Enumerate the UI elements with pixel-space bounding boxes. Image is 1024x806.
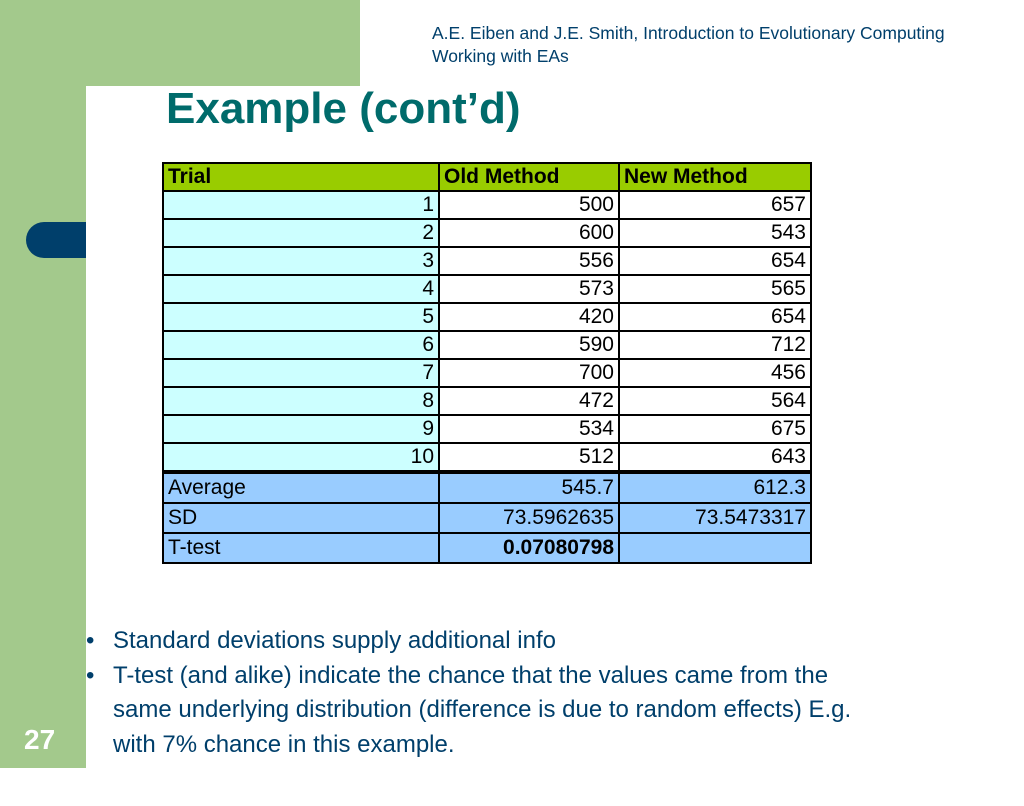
average-row bbox=[163, 472, 811, 503]
trial-cell: 5 bbox=[163, 303, 439, 331]
bullet-icon: • bbox=[86, 627, 95, 654]
old-method-cell: 534 bbox=[439, 415, 619, 443]
bullet-item bbox=[86, 659, 866, 763]
old-method-cell: 500 bbox=[439, 191, 619, 219]
t-test-value: 0.07080798 bbox=[439, 533, 619, 563]
slide-number: 27 bbox=[24, 724, 56, 755]
bullet-text: T-test (and alike) indicate the chance that the values came from the same underlying distribution (difference is due to random effects) E.g. with 7% chance in this example. bbox=[113, 661, 852, 758]
table-row bbox=[163, 359, 811, 387]
old-method-average: 545.7 bbox=[439, 472, 619, 503]
old-method-cell: 600 bbox=[439, 219, 619, 247]
sd-row bbox=[163, 503, 811, 533]
column-header: New Method bbox=[619, 163, 811, 191]
results-table bbox=[162, 162, 812, 564]
left-green-band bbox=[0, 0, 86, 768]
table-row bbox=[163, 443, 811, 472]
table-row bbox=[163, 275, 811, 303]
slide-header bbox=[432, 22, 945, 68]
stat-label: SD bbox=[163, 503, 439, 533]
new-method-cell: 654 bbox=[619, 303, 811, 331]
old-method-cell: 556 bbox=[439, 247, 619, 275]
trial-cell: 9 bbox=[163, 415, 439, 443]
new-method-average: 612.3 bbox=[619, 472, 811, 503]
table-row bbox=[163, 387, 811, 415]
trial-cell: 2 bbox=[163, 219, 439, 247]
bullet-text: Standard deviations supply additional info bbox=[113, 627, 556, 654]
trial-cell: 8 bbox=[163, 387, 439, 415]
new-method-cell: 564 bbox=[619, 387, 811, 415]
table-row bbox=[163, 415, 811, 443]
new-method-cell: 643 bbox=[619, 443, 811, 472]
table-row bbox=[163, 191, 811, 219]
new-method-cell: 543 bbox=[619, 219, 811, 247]
trial-cell: 3 bbox=[163, 247, 439, 275]
new-method-cell: 565 bbox=[619, 275, 811, 303]
trial-cell: 4 bbox=[163, 275, 439, 303]
trial-cell: 6 bbox=[163, 331, 439, 359]
header-citation: A.E. Eiben and J.E. Smith, Introduction to Evolutionary Computing bbox=[432, 23, 945, 43]
stat-label: T-test bbox=[163, 533, 439, 563]
old-method-cell: 700 bbox=[439, 359, 619, 387]
column-header: Old Method bbox=[439, 163, 619, 191]
trial-cell: 1 bbox=[163, 191, 439, 219]
table-row bbox=[163, 303, 811, 331]
old-method-sd: 73.5962635 bbox=[439, 503, 619, 533]
new-method-cell: 675 bbox=[619, 415, 811, 443]
bullet-item bbox=[86, 624, 866, 659]
trial-cell: 7 bbox=[163, 359, 439, 387]
slide-title: Example (cont’d) bbox=[166, 84, 521, 133]
stat-label: Average bbox=[163, 472, 439, 503]
bullet-icon: • bbox=[86, 661, 95, 689]
bullet-list bbox=[86, 624, 866, 762]
table-row bbox=[163, 331, 811, 359]
top-green-band bbox=[0, 0, 360, 86]
old-method-cell: 472 bbox=[439, 387, 619, 415]
new-method-sd: 73.5473317 bbox=[619, 503, 811, 533]
old-method-cell: 590 bbox=[439, 331, 619, 359]
table-row bbox=[163, 219, 811, 247]
column-header: Trial bbox=[163, 163, 439, 191]
new-method-cell: 654 bbox=[619, 247, 811, 275]
t-test-row bbox=[163, 533, 811, 563]
new-method-cell: 712 bbox=[619, 331, 811, 359]
header-subtitle: Working with EAs bbox=[432, 46, 569, 66]
old-method-cell: 573 bbox=[439, 275, 619, 303]
empty-cell bbox=[619, 533, 811, 563]
new-method-cell: 456 bbox=[619, 359, 811, 387]
trial-cell: 10 bbox=[163, 443, 439, 472]
old-method-cell: 512 bbox=[439, 443, 619, 472]
table-header-row bbox=[163, 163, 811, 191]
new-method-cell: 657 bbox=[619, 191, 811, 219]
table-row bbox=[163, 247, 811, 275]
old-method-cell: 420 bbox=[439, 303, 619, 331]
